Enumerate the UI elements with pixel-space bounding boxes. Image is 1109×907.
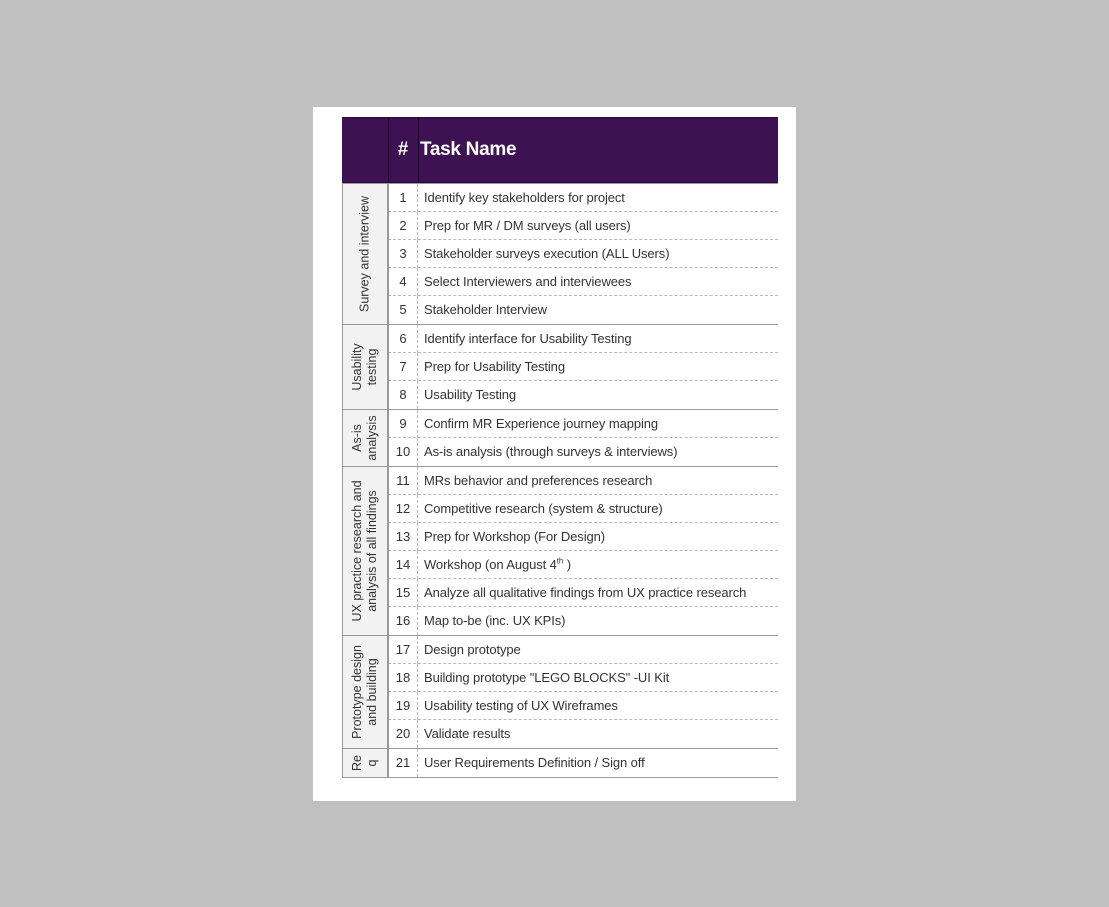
group-label-line: Usability [350,343,364,391]
table-header [342,117,778,183]
task-name [424,268,631,296]
task-number: 4 [388,268,418,296]
task-name-text: Prep for Workshop (For Design) [424,529,605,544]
table-row [388,325,778,353]
task-name [424,438,677,466]
table-row [388,467,778,495]
table-row [388,212,778,240]
table-row [388,749,778,777]
group-label-cell [342,467,388,635]
task-name-text: Map to-be (inc. UX KPIs) [424,613,566,628]
group-label-line: analysis of all findings [365,490,379,612]
task-name [424,720,510,748]
task-name [424,240,669,268]
task-name-text: Select Interviewers and interviewees [424,274,632,289]
group-label-line: and building [365,658,379,726]
task-number: 18 [388,664,418,692]
task-name [424,607,565,635]
table-row [388,551,778,579]
group-label-line: As-is [350,424,364,452]
task-number: 7 [388,353,418,381]
table-row [388,268,778,296]
group-label [350,645,380,739]
task-name [424,353,565,381]
task-number: 2 [388,212,418,240]
group-label-cell [342,184,388,324]
task-number: 13 [388,523,418,551]
task-number: 8 [388,381,418,409]
table-body [342,183,778,778]
task-name [424,664,669,692]
task-number: 17 [388,636,418,664]
group-label-cell [342,325,388,409]
table-row [388,184,778,212]
task-number: 20 [388,720,418,748]
task-number: 16 [388,607,418,635]
group-label-line: Survey and interview [357,195,372,313]
table-row [388,664,778,692]
task-name-text: Usability testing of UX Wireframes [424,698,618,713]
task-name [424,184,625,212]
group-label [358,196,373,312]
task-name [424,325,631,353]
table-row [388,692,778,720]
task-group [342,183,778,325]
table-row [388,579,778,607]
task-name-text: Building prototype "LEGO BLOCKS" -UI Kit [424,670,670,685]
task-group [342,325,778,410]
group-label-line: q [365,759,379,767]
task-name-text: As-is analysis (through surveys & interviews) [424,444,678,459]
task-name-text: Stakeholder Interview [424,302,547,317]
group-label-cell [342,749,388,777]
task-name-text: Usability Testing [424,387,516,402]
task-number: 19 [388,692,418,720]
table-row [388,240,778,268]
table-row [388,720,778,748]
task-number: 10 [388,438,418,466]
table-row [388,410,778,438]
task-name [424,212,631,240]
task-name [424,296,547,324]
task-name-text: Stakeholder surveys execution (ALL Users) [424,246,670,261]
task-group [342,410,778,467]
header-divider [418,118,419,182]
task-name [424,410,658,438]
table-row [388,381,778,409]
table-row [388,636,778,664]
task-name [424,692,618,720]
group-label-line: testing [365,348,379,386]
header-number-column: # [397,139,409,160]
task-name-text: Identify key stakeholders for project [424,190,625,205]
group-label [350,415,380,460]
group-label-cell [342,636,388,748]
task-group [342,749,778,778]
group-label [350,343,380,390]
task-number: 15 [388,579,418,607]
group-label-line: Prototype design [350,645,364,739]
task-number: 14 [388,551,418,579]
table-row [388,523,778,551]
task-name-text: MRs behavior and preferences research [424,473,653,488]
table-row [388,353,778,381]
table-row [388,607,778,635]
task-number: 5 [388,296,418,324]
task-name [424,551,571,579]
table-row [388,438,778,466]
table-row [388,296,778,324]
task-name-text: Competitive research (system & structure) [424,501,663,516]
task-table [342,117,778,778]
task-number: 1 [388,184,418,212]
task-name-text: Analyze all qualitative findings from UX practice research [424,585,747,600]
task-name-superscript: th [556,556,564,566]
document-page [313,107,796,801]
task-group [342,467,778,636]
task-name-text: Confirm MR Experience journey mapping [424,416,659,431]
task-name-suffix: ) [563,557,572,572]
group-label-line: UX practice research and [350,480,364,622]
task-number: 12 [388,495,418,523]
task-number: 9 [388,410,418,438]
task-name-text: Design prototype [424,642,521,657]
task-name [424,523,605,551]
task-name [424,749,645,777]
task-name-text: Prep for MR / DM surveys (all users) [424,218,631,233]
task-name [424,495,663,523]
task-name-text: User Requirements Definition / Sign off [424,755,645,770]
table-row [388,495,778,523]
task-name-text: Identify interface for Usability Testing [424,331,632,346]
task-number: 3 [388,240,418,268]
group-label-line: Re [350,755,364,771]
task-number: 21 [388,749,418,777]
group-label-cell [342,410,388,466]
task-name-text: Workshop (on August 4 [424,557,557,572]
task-number: 6 [388,325,418,353]
group-label-line: analysis [365,415,379,461]
task-name-text: Prep for Usability Testing [424,359,565,374]
task-number: 11 [388,467,418,495]
group-label [350,755,380,771]
task-name [424,467,652,495]
task-name [424,636,521,664]
task-group [342,636,778,749]
header-task-name-column: Task Name [420,139,517,160]
task-name [424,579,746,607]
group-label [350,480,380,621]
task-name [424,381,516,409]
task-name-text: Validate results [424,726,511,741]
